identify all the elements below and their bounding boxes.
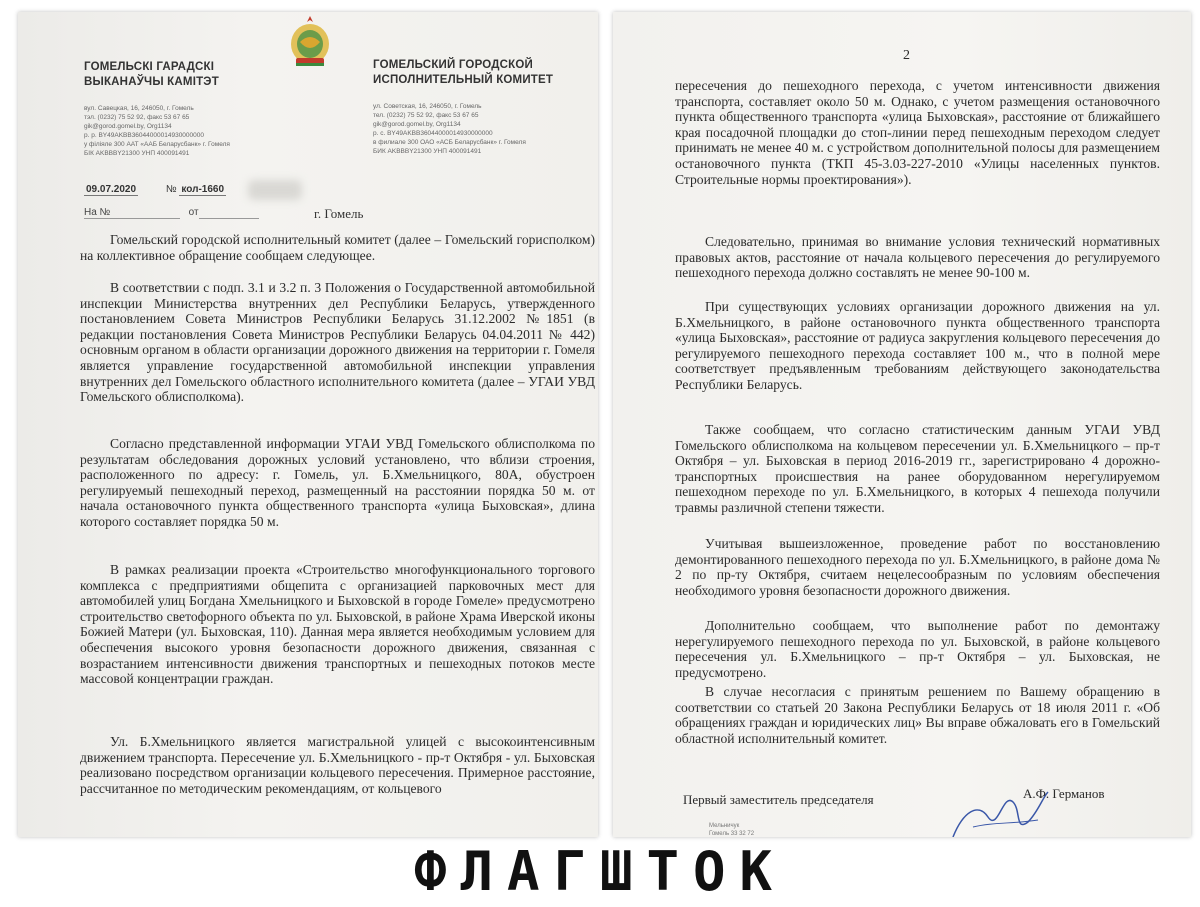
paragraph: В соответствии с подп. 3.1 и 3.2 п. 3 Положения о Государственной автомобильной инспекции Министерства внутренних дел Республики Беларусь, утвержденного постановлением Совета Министров Республики Беларусь 31.12.2002 №1851 (в редакции постановления Совета Министров Республики Беларусь 04.04.2011 № 442) основным органом в области организации дорожного движения на территории г. Гомеля является управление государственной автомобильной инспекции управления внутренних дел Гомельского областного исполнительного комитета (далее – УГАИ УВД Гомельского облисполкома).: [80, 280, 595, 405]
letter-date: 09.07.2020: [86, 184, 137, 195]
letter-page-2: [613, 12, 1191, 837]
paragraph: В рамках реализации проекта «Строительство многофункционального торгового комплекса с предприятиями общепита с организацией парковочных мест для автомобилей улиц Богдана Хмельницкого и Быховской в городе Гомеле» предусмотрено строительство светофорного объекта по ул. Быховской, в районе Храма Иверской иконы Божией Матери (ул. Быховская, 110). Данная мера является необходимым условием для обеспечения высокого уровня безопасности дорожного движения, связанная с возрастанием интенсивности движения транспортных и пешеходных потоков месте массовой концентрации граждан.: [80, 562, 595, 687]
belarus-emblem-icon: [286, 14, 334, 70]
paragraph: пересечения до пешеходного перехода, с учетом интенсивности движения транспорта, составляет около 50 м. Однако, с учетом размещения остановочного пункта общественного транспорта «улица Быховская», расстояние от ближайшего края посадочной площадки до стоп-линии перед пешеходным переходом следует принимать не менее 40 м. с устройством дополнительной полосы для размещением остановочного пункта (ТКП 45-3.03-227-2010 «Улицы населенных пунктов. Строительные нормы проектирования»).: [675, 78, 1160, 187]
redacted-area: [248, 180, 302, 200]
letter-page-1: [18, 12, 598, 837]
reply-to-line: На № от: [84, 207, 259, 219]
letter-date-number: 09.07.2020 № кол-1660: [86, 184, 225, 195]
signer-position: Первый заместитель председателя: [683, 792, 874, 807]
paragraph: В случае несогласия с принятым решением по Вашему обращению в соответствии со статьей 20 Закона Республики Беларусь от 18 июля 2011 г. «Об обращениях граждан и юридических лиц» Вы вправе обжаловать его в Гомельский областной исполнительный комитет.: [675, 684, 1160, 746]
org-name-belarusian: ГОМЕЛЬСКІ ГАРАДСКІ ВЫКАНАЎЧЫ КАМІТЭТ: [84, 61, 219, 88]
paragraph: Дополнительно сообщаем, что выполнение работ по демонтажу нерегулируемого пешеходного перехода по ул. Быховской, в районе кольцевого пересечения ул. Б.Хмельницкого – пр-т Октября – ул. Быховская, не предусмотрено.: [675, 618, 1160, 680]
city-name: г. Гомель: [314, 206, 364, 221]
org-address-russian: ул. Советская, 16, 246050, г. Гомель тел. (0232) 75 52 92, факс 53 67 65 gik@gorod.gomel.by, Org1134 р. с. BY49AKBB36044000014930000000 в филиале 300 ОАО «АСБ Беларусбанк» г. Гомеля БИК AKBBBY21300 УНП 400091491: [373, 103, 526, 155]
paragraph: Гомельский городской исполнительный комитет (далее – Гомельский горисполком) на коллективное обращение сообщаем следующее.: [80, 232, 595, 263]
paragraph: Учитывая вышеизложенное, проведение работ по восстановлению демонтированного пешеходного перехода по ул. Б.Хмельницкого, в районе дома № 2 по пр-ту Октября, считаем нецелесообразным по условиям обеспечения необходимого уровня безопасности дорожного движения.: [675, 536, 1160, 598]
paragraph: При существующих условиях организации дорожного движения на ул. Б.Хмельницкого, в районе остановочного пункта общественного транспорта «улица Быховская», расстояние от радиуса закругления кольцевого пересечения до регулируемого пешеходного перехода составляет 100 м., что в полной мере соответствует предъявленным требованиям действующего законодательства Республики Беларусь.: [675, 299, 1160, 392]
signer-name: А.Ф. Германов: [1023, 786, 1105, 801]
org-address-belarusian: вул. Савецкая, 16, 246050, г. Гомель тэл. (0232) 75 52 92, факс 53 67 65 gik@gorod.gomel.by, Org1134 р. р. BY49AKBB36044000014930000000 у філіяле 300 ААТ «ААБ Беларусбанк» г. Гомеля БІК AKBBBY21300 УНП 400091491: [84, 105, 230, 157]
paragraph: Ул. Б.Хмельницкого является магистральной улицей с высокоинтенсивным движением транспорта. Пересечение ул. Б.Хмельницкого - пр-т Октября - ул. Быховская реализовано посредством организации кольцевого пересечения. Примерное расстояние, рассчитанное по методическим рекомендациям, от кольцевого: [80, 734, 595, 796]
org-name-russian: ГОМЕЛЬСКИЙ ГОРОДСКОЙ ИСПОЛНИТЕЛЬНЫЙ КОМИТЕТ: [373, 59, 554, 86]
letter-ref: кол-1660: [181, 184, 225, 195]
paragraph: Согласно представленной информации УГАИ УВД Гомельского облисполкома по результатам обследования дорожных условий установлено, что вблизи строения, расположенного по адресу: г. Гомель, ул. Б.Хмельницкого, 80А, обустроен регулируемый пешеходный переход, размещенный на расстоянии порядка 50 м. от начала остановочного пункта общественного транспорта «улица Быховская», длина которого составляет порядка 50 м.: [80, 436, 595, 529]
paragraph: Также сообщаем, что согласно статистическим данным УГАИ УВД Гомельского облисполкома на кольцевом пересечении ул. Б.Хмельницкого – пр-т Октября – ул. Быховская в период 2016-2019 гг., зарегистрировано 4 дорожно-транспортных происшествия на ранее оборудованном нерегулируемом пешеходном переходе по ул. Б.Хмельницкого, в которых 4 пешехода получили травмы различной степени тяжести.: [675, 422, 1160, 515]
page-number: 2: [903, 48, 910, 63]
executor-note: Мельничук Гомель 33 32 72: [709, 823, 755, 837]
paragraph: Следовательно, принимая во внимание условия технический нормативных правовых актов, расстояние от начала кольцевого пересечения до регулируемого пешеходного перехода должно составлять не менее 90-100 м.: [675, 234, 1160, 281]
watermark-logo: ФЛАГШТОК: [413, 840, 787, 903]
